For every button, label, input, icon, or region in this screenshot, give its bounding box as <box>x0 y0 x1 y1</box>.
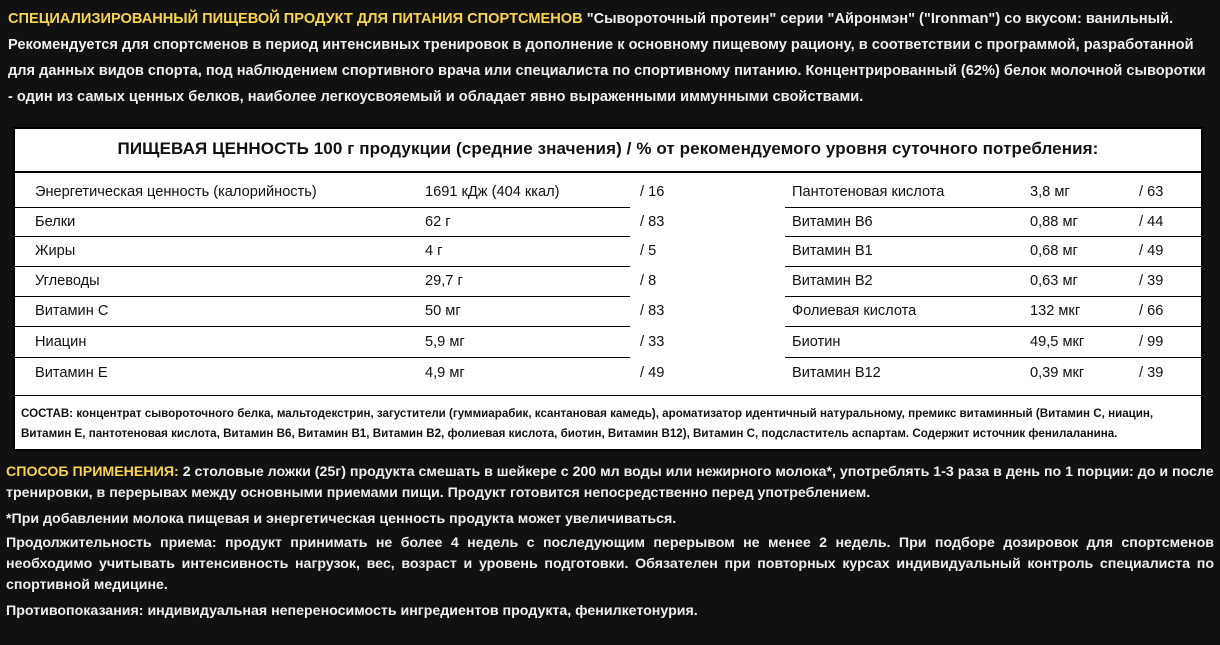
usage-instructions <box>6 462 1214 504</box>
nutrient-name: Углеводы <box>35 273 100 289</box>
nutrient-percent: / 33 <box>640 334 665 350</box>
nutrient-value: 132 мкг <box>1030 303 1081 319</box>
nutrient-name: Фолиевая кислота <box>792 303 917 319</box>
table-row <box>15 209 1201 235</box>
nutrient-percent: / 49 <box>1139 243 1164 259</box>
row-divider <box>785 207 1201 208</box>
usage-footnote: *При добавлении молока пищевая и энергетическая ценность продукта может увеличиваться. <box>6 511 677 527</box>
table-row <box>15 329 1201 355</box>
nutrient-percent: / 5 <box>640 243 657 259</box>
row-divider <box>785 236 1201 237</box>
row-divider <box>785 357 1201 358</box>
table-row <box>15 179 1201 205</box>
row-divider <box>15 236 630 237</box>
nutrient-name: Витамин В1 <box>792 243 873 259</box>
nutrient-percent: / 66 <box>1139 303 1164 319</box>
nutrient-value: 1691 кДж (404 ккал) <box>425 184 560 200</box>
nutrient-value: 3,8 мг <box>1030 184 1070 200</box>
nutrient-value: 62 г <box>425 214 451 230</box>
table-row <box>15 298 1201 324</box>
row-divider <box>15 296 630 297</box>
nutrient-percent: / 44 <box>1139 214 1164 230</box>
usage-contraindications: Противопоказания: индивидуальная непереносимость ингредиентов продукта, фенилкетонурия. <box>6 603 698 619</box>
row-divider <box>785 296 1201 297</box>
nutrient-percent: / 63 <box>1139 184 1164 200</box>
product-description-text: "Сывороточный протеин" серии "Айронмэн" ("Ironman") со вкусом: ванильный. Рекомендуется для спортсменов в период интенсивных тренировок в дополнение к основному пищевому рациону, в соответствии с программой, разработанной для данных видов спорта, под наблюдением спортивного врача или специалиста по спортивному питанию. Концентрированный (62%) белок молочной сыворотки - один из самых ценных белков, наиболее легкоусвояемый и обладает явно выраженными иммунными свойствами. <box>8 11 1206 105</box>
nutrient-value: 4 г <box>425 243 443 259</box>
nutrient-name: Энергетическая ценность (калорийность) <box>35 184 317 200</box>
nutrient-name: Витамин Е <box>35 365 108 381</box>
nutrient-value: 0,63 мг <box>1030 273 1078 289</box>
nutrient-value: 4,9 мг <box>425 365 465 381</box>
composition-text: концентрат сывороточного белка, мальтодекстрин, загустители (гуммиарабик, ксантановая камедь), ароматизатор идентичный натуральному, премикс витаминный (Витамин С, ниацин, Витамин Е, пантотеновая кислота, Витамин В6, Витамин В1, Витамин В2, фолиевая кислота, биотин, Витамин В12), Витамин С, подсластитель аспартам. Содержит источник фенилаланина. <box>21 407 1154 440</box>
table-row <box>15 238 1201 264</box>
product-description <box>8 6 1212 110</box>
nutrient-value: 50 мг <box>425 303 461 319</box>
nutrient-percent: / 49 <box>640 365 665 381</box>
composition-label: СОСТАВ: <box>21 407 74 420</box>
nutrient-name: Жиры <box>35 243 76 259</box>
nutrition-table-title: ПИЩЕВАЯ ЦЕННОСТЬ 100 г продукции (средние значения) / % от рекомендуемого уровня суточного потребления: <box>117 139 1099 158</box>
nutrient-percent: / 8 <box>640 273 657 289</box>
nutrient-value: 0,88 мг <box>1030 214 1078 230</box>
nutrient-name: Витамин В6 <box>792 214 873 230</box>
usage-text: 2 столовые ложки (25г) продукта смешать в шейкере с 200 мл воды или нежирного молока*, употреблять 1-3 раза в день по 1 порции: до и после тренировки, в перерывах между основными приемами пищи. Продукт готовится непосредственно перед употреблением. <box>6 464 1214 501</box>
row-divider <box>15 357 630 358</box>
nutrient-name: Витамин С <box>35 303 109 319</box>
nutrient-name: Витамин В12 <box>792 365 881 381</box>
usage-label: СПОСОБ ПРИМЕНЕНИЯ: <box>6 464 179 480</box>
row-divider <box>15 207 630 208</box>
nutrient-percent: / 99 <box>1139 334 1164 350</box>
nutrient-name: Биотин <box>792 334 841 350</box>
nutrient-percent: / 16 <box>640 184 665 200</box>
table-row <box>15 360 1201 386</box>
composition <box>21 404 1199 444</box>
nutrient-value: 0,39 мкг <box>1030 365 1085 381</box>
nutrient-percent: / 83 <box>640 214 665 230</box>
nutrient-value: 49,5 мкг <box>1030 334 1085 350</box>
nutrient-name: Ниацин <box>35 334 87 350</box>
table-row <box>15 268 1201 294</box>
table-bottom-divider <box>15 395 1201 396</box>
nutrient-percent: / 39 <box>1139 365 1164 381</box>
nutrition-panel <box>13 127 1203 451</box>
row-divider <box>15 266 630 267</box>
product-type-heading: СПЕЦИАЛИЗИРОВАННЫЙ ПИЩЕВОЙ ПРОДУКТ ДЛЯ ПИТАНИЯ СПОРТСМЕНОВ <box>8 11 583 27</box>
nutrient-name: Пантотеновая кислота <box>792 184 945 200</box>
nutrient-name: Белки <box>35 214 76 230</box>
title-divider <box>15 171 1201 173</box>
nutrient-percent: / 39 <box>1139 273 1164 289</box>
nutrient-name: Витамин В2 <box>792 273 873 289</box>
nutrient-percent: / 83 <box>640 303 665 319</box>
usage-duration: Продолжительность приема: продукт принимать не более 4 недель с последующим перерывом не менее 2 недель. При подборе дозировок для спортсменов необходимо учитывать интенсивность нагрузок, вес, возраст и уровень подготовки. Обязателен при повторных курсах индивидуальный контроль специалиста по спортивной медицине. <box>6 535 1214 593</box>
row-divider <box>15 326 630 327</box>
nutrient-value: 29,7 г <box>425 273 463 289</box>
row-divider <box>785 326 1201 327</box>
nutrient-value: 0,68 мг <box>1030 243 1078 259</box>
row-divider <box>785 266 1201 267</box>
nutrient-value: 5,9 мг <box>425 334 465 350</box>
usage-section <box>6 462 1214 622</box>
